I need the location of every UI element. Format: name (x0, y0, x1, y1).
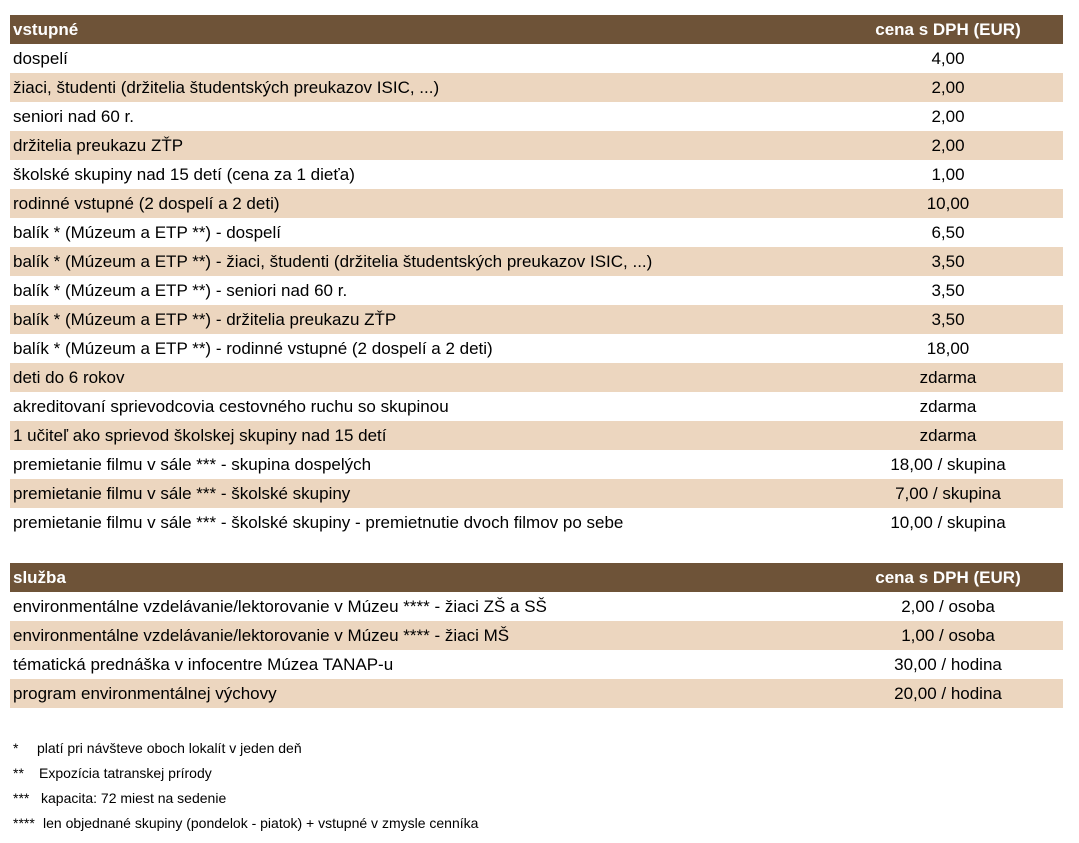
service-table-header (10, 563, 1063, 592)
row-label: dospelí (13, 48, 68, 68)
footnote-text: platí pri návšteve oboch lokalít v jeden deň (37, 740, 302, 756)
table-row (10, 305, 1063, 334)
row-label: tématická prednáška v infocentre Múzea TANAP-u (13, 654, 394, 674)
row-price: 2,00 / osoba (901, 596, 995, 616)
table-row (10, 621, 1063, 650)
table-row (10, 160, 1063, 189)
footnote-marker: *** (13, 790, 30, 806)
admission-header-label: vstupné (13, 19, 79, 39)
row-price: 20,00 / hodina (894, 683, 1002, 703)
row-label: environmentálne vzdelávanie/lektorovanie v Múzeu **** - žiaci MŠ (13, 625, 510, 645)
footnote (13, 764, 478, 789)
footnote-marker: ** (13, 765, 24, 781)
row-label: program environmentálnej výchovy (13, 683, 277, 703)
row-label: školské skupiny nad 15 detí (cena za 1 dieťa) (13, 164, 355, 184)
row-price: 30,00 / hodina (894, 654, 1002, 674)
row-label: balík * (Múzeum a ETP **) - dospelí (13, 222, 282, 242)
row-price: zdarma (919, 425, 977, 445)
row-price: 3,50 (931, 280, 965, 300)
row-label: 1 učiteľ ako sprievod školskej skupiny nad 15 detí (13, 425, 387, 445)
table-row (10, 508, 1063, 537)
row-price: 7,00 / skupina (895, 483, 1001, 503)
table-row (10, 44, 1063, 73)
row-price: 2,00 (931, 77, 965, 97)
table-row (10, 247, 1063, 276)
footnote-text: len objednané skupiny (pondelok - piatok) + vstupné v zmysle cenníka (43, 815, 479, 831)
footnote-marker: * (13, 740, 19, 756)
row-price: zdarma (919, 367, 977, 387)
row-label: rodinné vstupné (2 dospelí a 2 deti) (13, 193, 280, 213)
row-price: 1,00 (931, 164, 965, 184)
row-label: balík * (Múzeum a ETP **) - rodinné vstupné (2 dospelí a 2 deti) (13, 338, 493, 358)
row-label: premietanie filmu v sále *** - školské skupiny (13, 483, 351, 503)
row-label: seniori nad 60 r. (13, 106, 134, 126)
row-price: 3,50 (931, 251, 965, 271)
admission-table-header (10, 15, 1063, 44)
row-price: 10,00 / skupina (890, 512, 1006, 532)
service-header-price: cena s DPH (EUR) (875, 567, 1021, 587)
row-price: 1,00 / osoba (901, 625, 995, 645)
table-row (10, 73, 1063, 102)
row-label: držitelia preukazu ZŤP (13, 135, 184, 155)
footnote-marker: **** (13, 815, 35, 831)
table-row (10, 102, 1063, 131)
table-row (10, 479, 1063, 508)
row-label: premietanie filmu v sále *** - školské skupiny - premietnutie dvoch filmov po sebe (13, 512, 624, 532)
table-row (10, 679, 1063, 708)
table-row (10, 592, 1063, 621)
row-label: žiaci, študenti (držitelia študentských preukazov ISIC, ...) (13, 77, 440, 97)
table-row (10, 363, 1063, 392)
table-row (10, 276, 1063, 305)
row-price: 10,00 (926, 193, 970, 213)
table-row (10, 334, 1063, 363)
row-label: balík * (Múzeum a ETP **) - držitelia preukazu ZŤP (13, 309, 397, 329)
service-price-table (10, 563, 1063, 708)
footnote (13, 814, 478, 839)
row-price: 3,50 (931, 309, 965, 329)
table-row (10, 392, 1063, 421)
row-price: 6,50 (931, 222, 965, 242)
row-label: akreditovaní sprievodcovia cestovného ruchu so skupinou (13, 396, 449, 416)
row-price: 2,00 (931, 106, 965, 126)
footnote-text: kapacita: 72 miest na sedenie (41, 790, 227, 806)
footnote-text: Expozícia tatranskej prírody (39, 765, 212, 781)
row-label: balík * (Múzeum a ETP **) - žiaci, študenti (držitelia študentských preukazov ISIC, ...) (13, 251, 653, 271)
row-price: 4,00 (931, 48, 965, 68)
row-price: zdarma (919, 396, 977, 416)
row-label: environmentálne vzdelávanie/lektorovanie v Múzeu **** - žiaci ZŠ a SŠ (13, 596, 547, 616)
footnote (13, 739, 478, 764)
admission-header-price: cena s DPH (EUR) (875, 19, 1021, 39)
footnote (13, 789, 478, 814)
row-label: premietanie filmu v sále *** - skupina dospelých (13, 454, 372, 474)
row-price: 18,00 (926, 338, 970, 358)
table-row (10, 131, 1063, 160)
table-row (10, 450, 1063, 479)
table-row (10, 650, 1063, 679)
table-row (10, 189, 1063, 218)
row-label: balík * (Múzeum a ETP **) - seniori nad 60 r. (13, 280, 348, 300)
admission-price-table (10, 15, 1063, 537)
service-header-label: služba (13, 567, 66, 587)
row-price: 2,00 (931, 135, 965, 155)
footnotes (13, 739, 478, 839)
table-row (10, 218, 1063, 247)
row-label: deti do 6 rokov (13, 367, 125, 387)
row-price: 18,00 / skupina (890, 454, 1006, 474)
table-row (10, 421, 1063, 450)
